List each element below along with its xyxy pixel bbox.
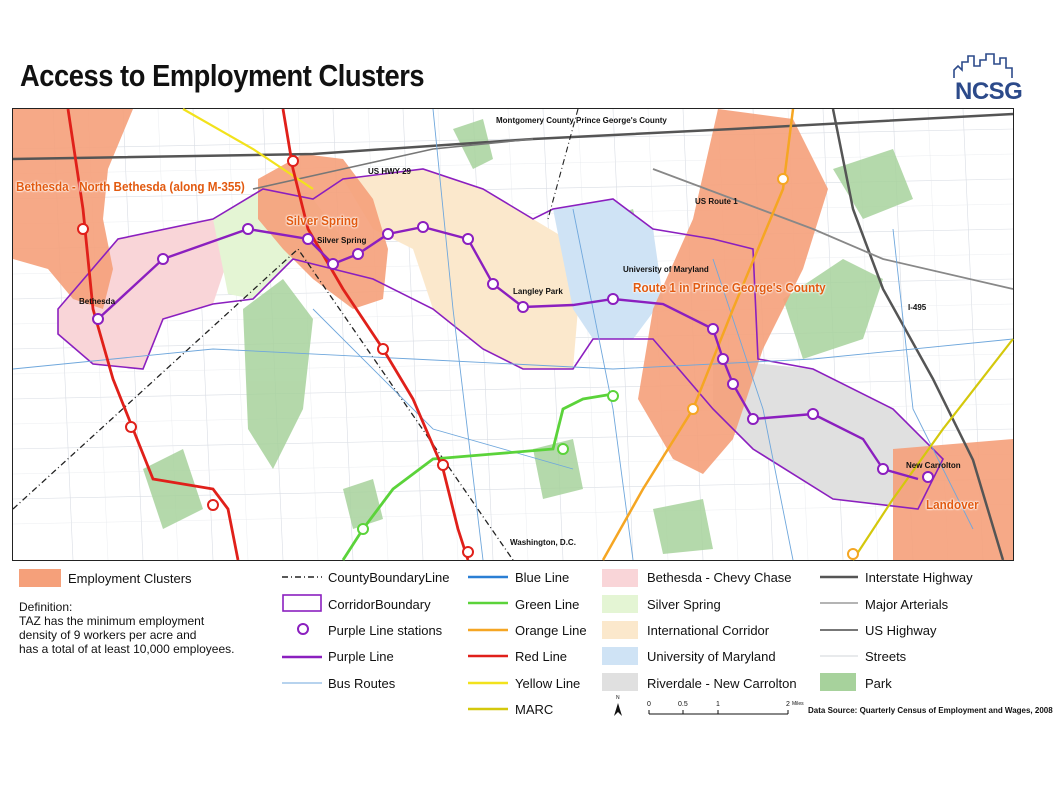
definition-line: TAZ has the minimum employment <box>19 614 205 628</box>
map-canvas[interactable] <box>12 108 1014 561</box>
ncsg-logo: NCSG <box>955 78 1023 105</box>
legend-streets: Streets <box>865 649 907 664</box>
legend-swatch-park <box>820 673 856 691</box>
legend-swatch-bethesda-chevy-chase <box>602 569 638 587</box>
legend-symbol-major-arterials <box>820 598 858 608</box>
label-us-route-1: US Route 1 <box>695 197 738 206</box>
legend-swatch-university-of-maryland <box>602 647 638 665</box>
definition-line: has a total of at least 10,000 employees. <box>19 642 235 656</box>
legend-bethesda-chevy-chase: Bethesda - Chevy Chase <box>647 570 792 585</box>
county-boundary-mc-pg <box>548 109 578 219</box>
legend-symbol-orange-line <box>468 625 508 635</box>
legend-red-line: Red Line <box>515 649 568 664</box>
legend-university-of-maryland: University of Maryland <box>647 649 776 664</box>
legend-orange-line: Orange Line <box>515 623 587 638</box>
legend-us-highway: US Highway <box>865 623 937 638</box>
legend-county-boundary: CountyBoundaryLine <box>328 570 450 585</box>
legend-green-line: Green Line <box>515 597 580 612</box>
legend-symbol-purple-station <box>296 622 310 636</box>
legend-swatch-riverdale-new-carrolton <box>602 673 638 691</box>
legend-symbol-county-boundary <box>282 572 322 582</box>
legend-symbol-bus-routes <box>282 678 322 688</box>
legend-blue-line: Blue Line <box>515 570 570 585</box>
legend-park: Park <box>865 676 892 691</box>
label-us-hwy-29: US HWY 29 <box>368 167 411 176</box>
label-washington-dc: Washington, D.C. <box>510 538 576 547</box>
legend-swatch-international-corridor <box>602 621 638 639</box>
legend-riverdale-new-carrolton: Riverdale - New Carrolton <box>647 676 797 691</box>
legend-symbol-yellow-line <box>468 678 508 688</box>
legend-symbol-green-line <box>468 598 508 608</box>
yellow-line <box>183 109 313 189</box>
label-new-carrolton: New Carrolton <box>906 461 961 470</box>
legend-swatch-employment-clusters <box>19 569 61 587</box>
label-university-of-maryland: University of Maryland <box>623 265 709 274</box>
data-source: Data Source: Quarterly Census of Employment and Wages, 2008 <box>808 706 1053 715</box>
scale-bar <box>648 708 790 718</box>
label-silver-spring-station: Silver Spring <box>317 236 367 245</box>
scale-tick-label: 1 <box>716 701 720 708</box>
legend-silver-spring: Silver Spring <box>647 597 721 612</box>
label-langley-park: Langley Park <box>513 287 563 296</box>
scale-tick-label: 2 <box>786 701 790 708</box>
legend-symbol-red-line <box>468 651 508 661</box>
cluster-label-landover: Landover <box>926 497 979 512</box>
legend-employment-clusters: Employment Clusters <box>68 571 192 586</box>
legend-yellow-line: Yellow Line <box>515 676 581 691</box>
legend-purple-line: Purple Line <box>328 649 394 664</box>
label-i-495: I-495 <box>908 303 927 312</box>
legend-definition <box>19 600 234 656</box>
legend-symbol-purple-line <box>282 652 322 662</box>
map-graphic <box>13 109 1013 560</box>
label-montgomery-county: Montgomery County <box>496 116 574 125</box>
legend-symbol-us-highway <box>820 625 858 635</box>
legend-symbol-corridor-boundary <box>282 594 322 612</box>
north-arrow-icon <box>612 700 624 718</box>
cluster-label-bethesda: Bethesda - North Bethesda (along M-355) <box>16 179 245 194</box>
legend-symbol-marc <box>468 704 508 714</box>
legend-swatch-silver-spring <box>602 595 638 613</box>
legend-interstate-highway: Interstate Highway <box>865 570 973 585</box>
north-arrow-label: N <box>616 695 620 701</box>
legend-symbol-blue-line <box>468 572 508 582</box>
legend-major-arterials: Major Arterials <box>865 597 949 612</box>
map-title: Access to Employment Clusters <box>20 58 425 93</box>
legend-bus-routes: Bus Routes <box>328 676 396 691</box>
definition-line: density of 9 workers per acre and <box>19 628 197 642</box>
cluster-label-silver-spring: Silver Spring <box>286 213 359 228</box>
label-prince-georges-county: Prince George's County <box>576 116 667 125</box>
legend-corridor-boundary: CorridorBoundary <box>328 597 431 612</box>
legend-marc: MARC <box>515 702 554 717</box>
legend-symbol-streets <box>820 651 858 661</box>
cluster-label-route1: Route 1 in Prince George's County <box>633 280 826 295</box>
legend-international-corridor: International Corridor <box>647 623 770 638</box>
scale-tick-label: 0 <box>647 701 651 708</box>
legend-symbol-interstate <box>820 572 858 582</box>
definition-line: Definition: <box>19 600 73 614</box>
legend-purple-line-stations: Purple Line stations <box>328 623 443 638</box>
label-bethesda-station: Bethesda <box>79 297 116 306</box>
scale-tick-label: 0.5 <box>678 701 688 708</box>
scale-unit: Miles <box>792 701 804 707</box>
